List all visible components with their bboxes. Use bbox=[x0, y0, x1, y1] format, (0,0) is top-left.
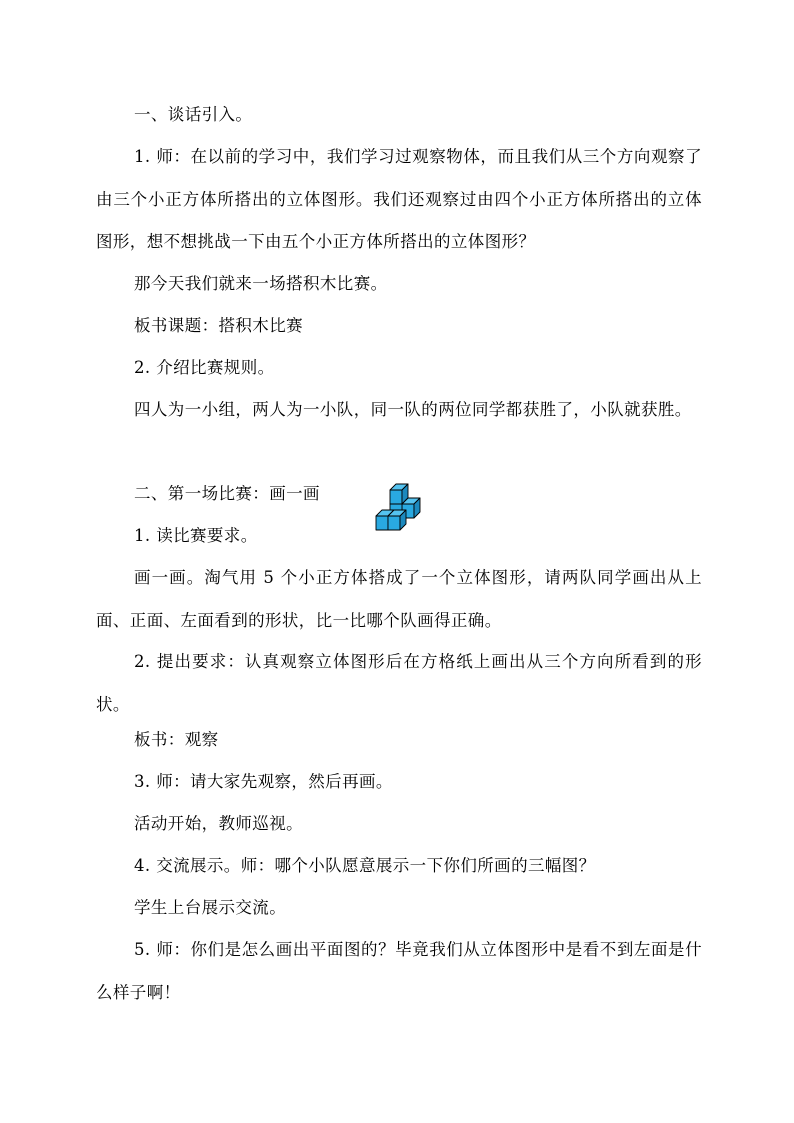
section-heading-first-contest: 二、第一场比赛：画一画 bbox=[134, 484, 320, 503]
paragraph-board-title: 板书课题：搭积木比赛 bbox=[134, 316, 303, 335]
paragraph-activity-start: 活动开始，教师巡视。 bbox=[134, 814, 303, 833]
paragraph-read-requirements: 1. 读比赛要求。 bbox=[134, 526, 258, 545]
paragraph-teacher-question: 5. 师：你们是怎么画出平面图的？毕竟我们从立体图形中是看不到左面是什么样子啊！ bbox=[96, 940, 702, 1002]
paragraph-students-show: 学生上台展示交流。 bbox=[134, 898, 287, 917]
paragraph-teacher-intro: 1. 师：在以前的学习中，我们学习过观察物体，而且我们从三个方向观察了由三个小正方体所搭出的立体图形。我们还观察过由四个小正方体所搭出的立体图形，想不想挑战一下由五个小正方体所搭出的立体图形？ bbox=[96, 147, 702, 251]
paragraph-observe-then-draw: 3. 师：请大家先观察，然后再画。 bbox=[134, 772, 393, 791]
paragraph-rules-heading: 2. 介绍比赛规则。 bbox=[134, 358, 275, 377]
paragraph-exchange: 4. 交流展示。师：哪个小队愿意展示一下你们所画的三幅图？ bbox=[134, 856, 596, 875]
paragraph-draw-task: 画一画。淘气用 5 个小正方体搭成了一个立体图形，请两队同学画出从上面、正面、左面看到的形状，比一比哪个队画得正确。 bbox=[96, 568, 702, 630]
paragraph-rules-text: 四人为一小组，两人为一小队，同一队的两位同学都获胜了，小队就获胜。 bbox=[134, 400, 692, 419]
cube-structure-figure bbox=[368, 480, 430, 542]
section-heading-intro: 一、谈话引入。 bbox=[134, 105, 253, 124]
paragraph-requirements: 2. 提出要求：认真观察立体图形后在方格纸上画出从三个方向所看到的形状。 bbox=[96, 652, 702, 714]
paragraph-today-contest: 那今天我们就来一场搭积木比赛。 bbox=[134, 274, 388, 293]
cube-front-right bbox=[388, 510, 406, 530]
paragraph-board-observe: 板书：观察 bbox=[134, 730, 219, 749]
